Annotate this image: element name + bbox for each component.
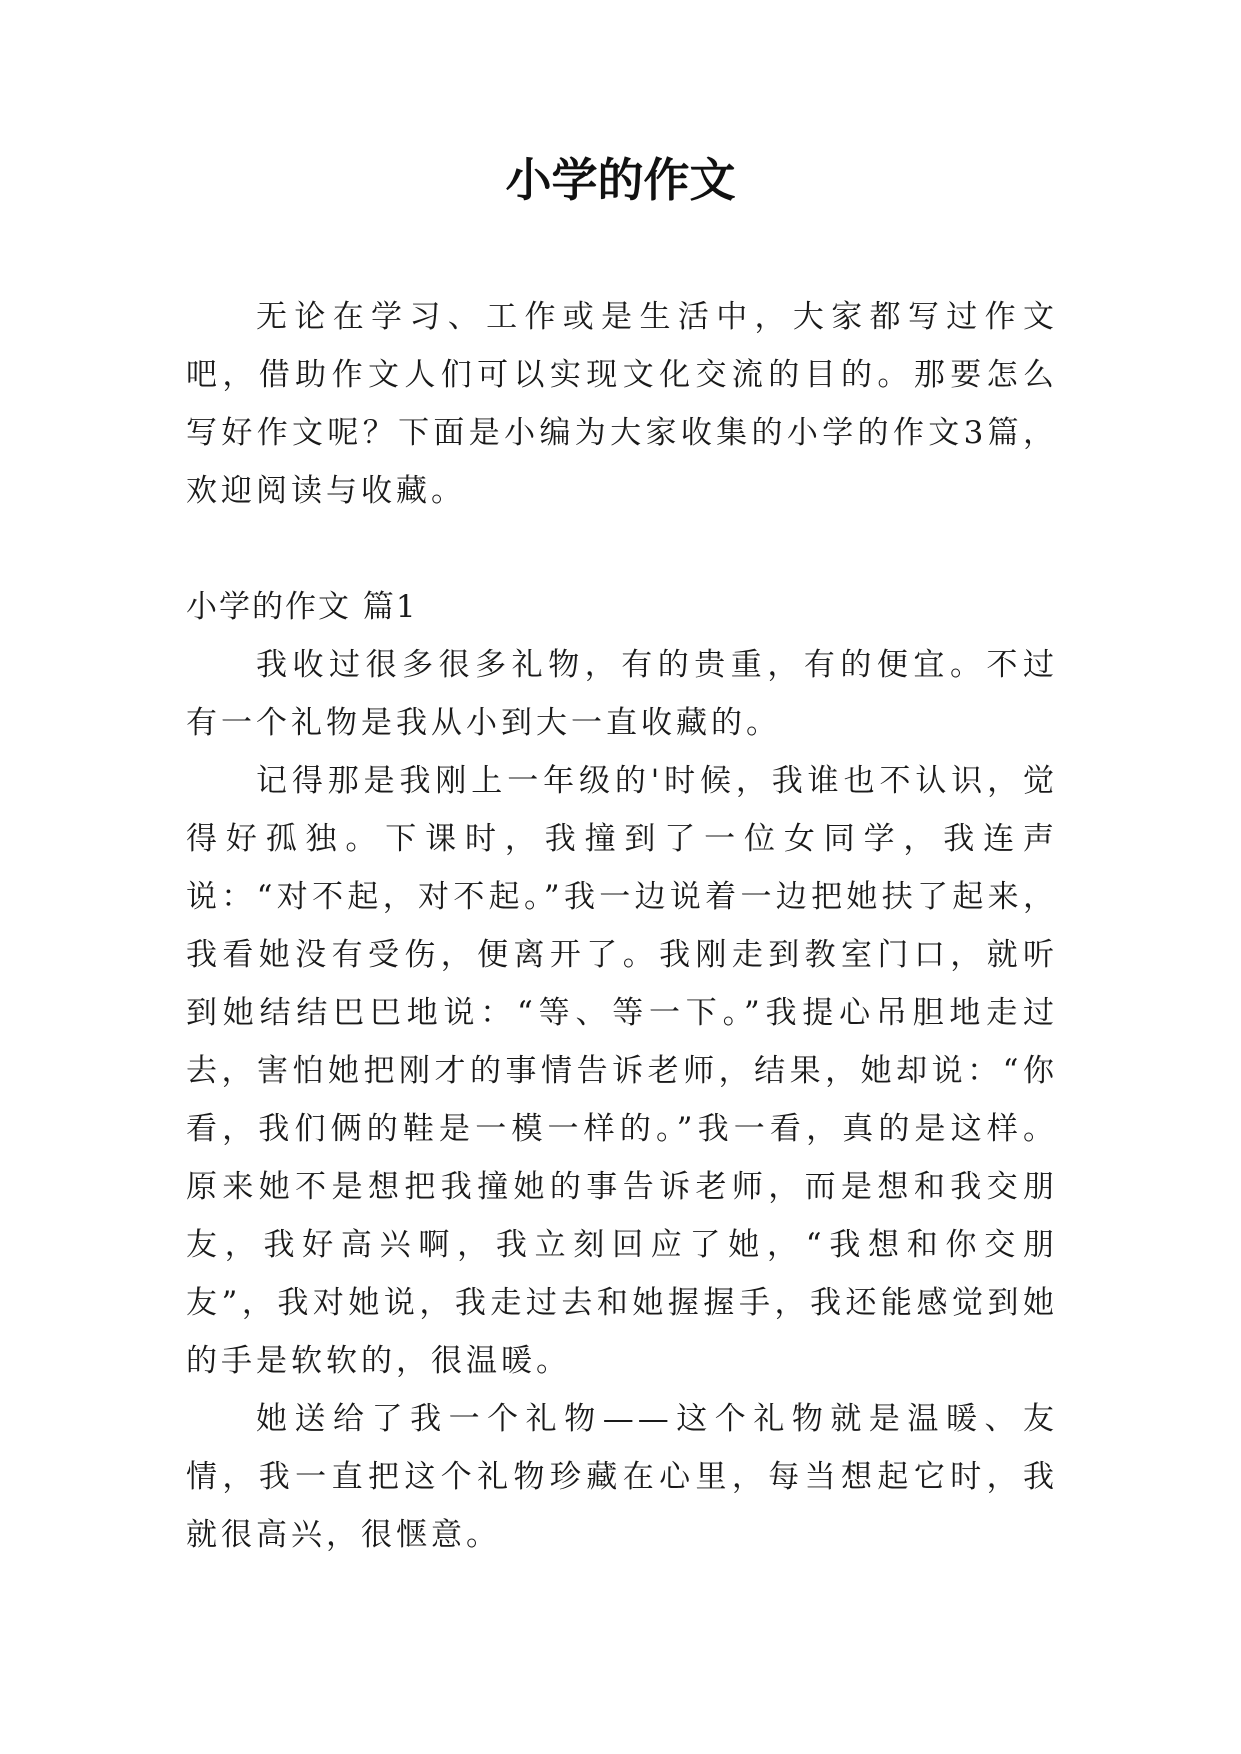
section-heading: 小学的作文 篇1 (186, 589, 418, 625)
body-paragraph-3: 她送给了我一个礼物——这个礼物就是温暖、友情，我一直把这个礼物珍藏在心里，每当想起它时，我就很高兴，很惬意。 (186, 1401, 1058, 1553)
document-body (186, 288, 1058, 1564)
intro-paragraph: 无论在学习、工作或是生活中，大家都写过作文吧，借助作文人们可以实现文化交流的目的。那要怎么写好作文呢？下面是小编为大家收集的小学的作文3篇，欢迎阅读与收藏。 (186, 299, 1058, 509)
body-paragraph-2: 记得那是我刚上一年级的'时候，我谁也不认识，觉得好孤独。下课时，我撞到了一位女同学，我连声说：“对不起，对不起。”我一边说着一边把她扶了起来，我看她没有受伤，便离开了。我刚走到教室门口，就听到她结结巴巴地说：“等、等一下。”我提心吊胆地走过去，害怕她把刚才的事情告诉老师，结果，她却说：“你看，我们俩的鞋是一模一样的。”我一看，真的是这样。原来她不是想把我撞她的事告诉老师，而是想和我交朋友，我好高兴啊，我立刻回应了她，“我想和你交朋友”，我对她说，我走过去和她握握手，我还能感觉到她的手是软软的，很温暖。 (186, 763, 1058, 1379)
body-paragraph-1: 我收过很多很多礼物，有的贵重，有的便宜。不过有一个礼物是我从小到大一直收藏的。 (186, 647, 1058, 741)
document-title: 小学的作文 (505, 153, 736, 207)
